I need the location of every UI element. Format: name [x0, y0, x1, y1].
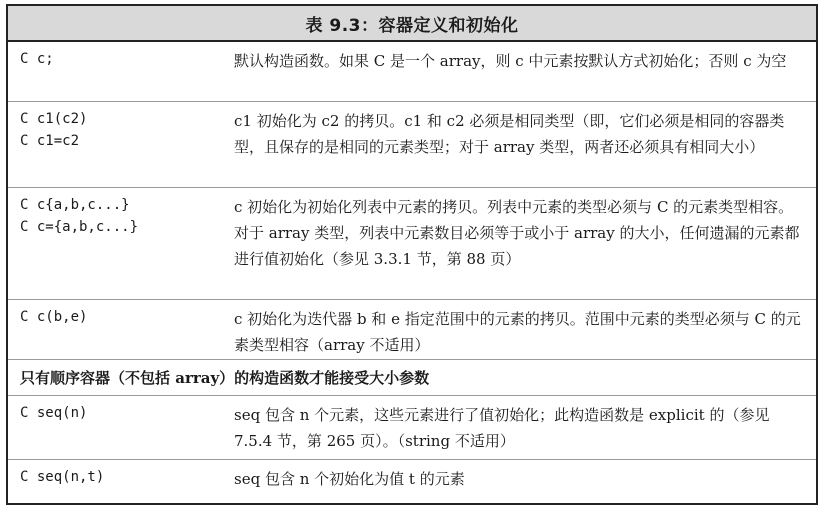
table-row — [8, 460, 816, 498]
code-line: C c(b,e) — [20, 309, 88, 325]
table-row — [8, 102, 816, 188]
table-title: 表 9.3：容器定义和初始化 — [8, 6, 816, 42]
code-line: C c1=c2 — [20, 133, 80, 149]
description-cell: c 初始化为初始化列表中元素的拷贝。列表中元素的类型必须与 C 的元素类型相容。对于 array 类型，列表中元素数目必须等于或小于 array 的大小，任何遗漏的元素都进行值初始化（参见 3.3.1 节，第 88 页） — [234, 198, 800, 268]
definition-table — [6, 4, 818, 505]
table-row — [8, 300, 816, 360]
code-cell — [20, 402, 230, 424]
description-cell: c 初始化为迭代器 b 和 e 指定范围中的元素的拷贝。范围中元素的类型必须与 C 的元素类型相容（array 不适用） — [234, 310, 801, 354]
code-line: C c{a,b,c...} — [20, 197, 130, 213]
code-cell — [20, 466, 230, 488]
description-cell: c1 初始化为 c2 的拷贝。c1 和 c2 必须是相同类型（即，它们必须是相同的容器类型，且保存的是相同的元素类型；对于 array 类型，两者还必须具有相同大小） — [234, 112, 785, 156]
description-cell: seq 包含 n 个初始化为值 t 的元素 — [234, 470, 465, 488]
table-note: 只有顺序容器（不包括 array）的构造函数才能接受大小参数 — [20, 369, 430, 387]
description-cell: seq 包含 n 个元素，这些元素进行了值初始化；此构造函数是 explicit 的（参见 7.5.4 节，第 265 页）。（string 不适用） — [234, 406, 770, 450]
code-line: C c1(c2) — [20, 111, 88, 127]
code-line: C c={a,b,c...} — [20, 219, 139, 235]
code-line: C c; — [20, 51, 54, 67]
code-line: C seq(n,t) — [20, 469, 105, 485]
table-row — [8, 396, 816, 460]
table-note-row — [8, 360, 816, 396]
code-line: C seq(n) — [20, 405, 88, 421]
table-row — [8, 42, 816, 102]
code-cell — [20, 194, 230, 238]
description-cell: 默认构造函数。如果 C 是一个 array，则 c 中元素按默认方式初始化；否则 c 为空 — [234, 52, 787, 70]
code-cell — [20, 108, 230, 152]
code-cell — [20, 306, 230, 328]
code-cell — [20, 48, 230, 70]
table-row — [8, 188, 816, 300]
